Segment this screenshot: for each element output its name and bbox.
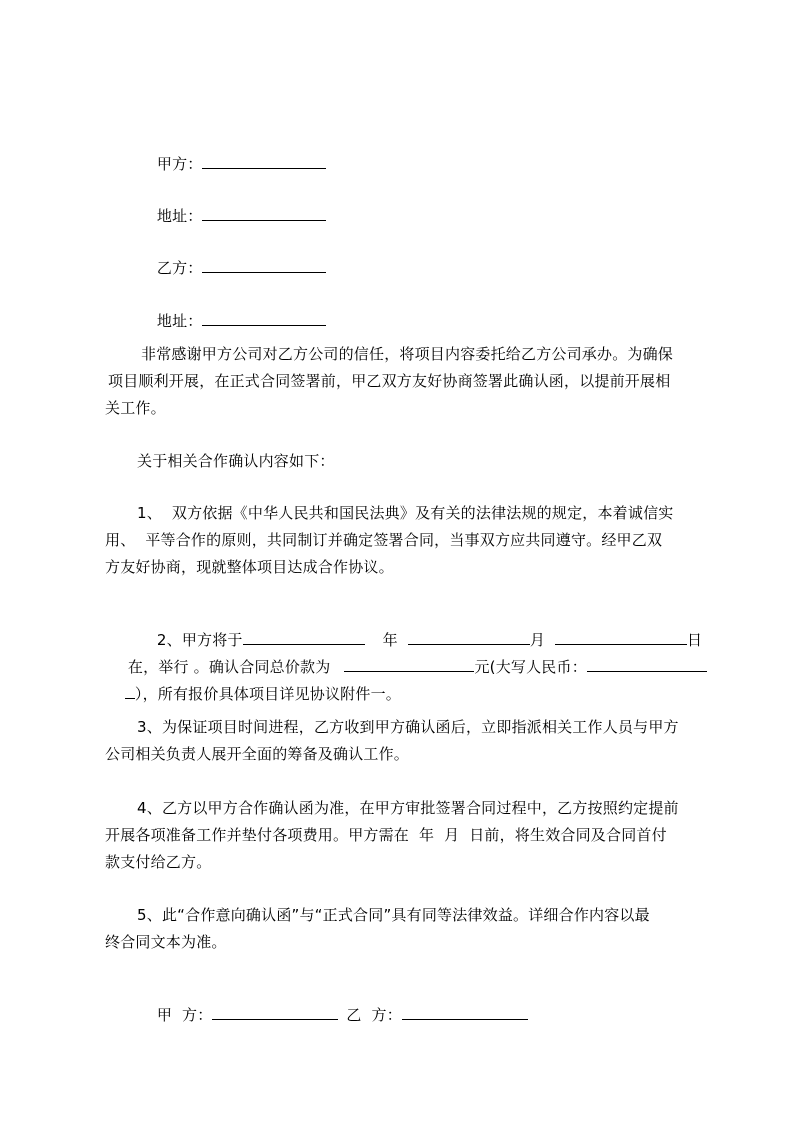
signature-party-b-blank [402, 1005, 528, 1020]
clause1-line-1: 1、 双方依据《中华人民共和国民法典》及有关的法律法规的规定，本着诚信实 [137, 504, 674, 522]
address-b-blank [202, 311, 326, 326]
intro-line-2: 项目顺利开展，在正式合同签署前，甲乙双方友好协商签署此确认函，以提前开展相 [108, 372, 671, 390]
clause2-line3-end: ），所有报价具体项目详见协议附件一。 [134, 685, 401, 703]
address-b-label: 地址： [156, 312, 203, 330]
clause2-blank-6 [125, 684, 135, 699]
signature-row [137, 985, 528, 1045]
clause3-line-1: 3、为保证项目时间进程，乙方收到甲方确认函后，立即指派相关工作人员与甲方 [137, 718, 679, 736]
clause2-month: 月 [529, 631, 546, 649]
clause2-line-3 [105, 664, 401, 724]
party-b-label: 乙方： [156, 259, 203, 277]
party-b-row [137, 238, 326, 298]
lead-text: 关于相关合作确认内容如下： [137, 452, 335, 470]
clause4-line-3: 款支付给乙方。 [105, 853, 212, 871]
signature-party-a-label: 甲 方： [156, 1006, 213, 1024]
address-b-row [137, 291, 326, 351]
signature-party-b-label: 乙 方： [346, 1006, 402, 1024]
intro-line-1: 非常感谢甲方公司对乙方公司的信任，将项目内容委托给乙方公司承办。为确保 [141, 345, 674, 363]
clause1-line-2: 用、 平等合作的原则，共同制订并确定签署合同，当事双方应共同遵守。经甲乙双 [105, 531, 663, 549]
clause3-line-2: 公司相关负责人展开全面的筹备及确认工作。 [105, 745, 410, 763]
signature-party-a-blank [212, 1005, 338, 1020]
intro-line-3: 关工作。 [105, 399, 166, 417]
address-a-blank [202, 206, 326, 221]
clause5-line-1: 5、此“合作意向确认函”与“正式合同”具有同等法律效益。详细合作内容以最 [137, 906, 650, 924]
clause2-day: 日 [687, 631, 703, 649]
clause2-line2-prefix: 在，举行 。确认合同总价款为 [127, 658, 331, 676]
clause2-prefix: 2、甲方将于 [156, 631, 243, 649]
clause2-year: 年 [382, 631, 398, 649]
clause1-line-3: 方友好协商，现就整体项目达成合作协议。 [105, 558, 394, 576]
address-a-label: 地址： [156, 207, 203, 225]
party-a-blank [202, 154, 326, 169]
clause5-line-2: 终合同文本为准。 [105, 933, 227, 951]
party-a-label: 甲方： [156, 155, 203, 173]
clause2-blank-5 [587, 657, 707, 672]
address-a-row [137, 186, 326, 246]
party-a-row [137, 134, 326, 194]
clause4-line-1: 4、乙方以甲方合作确认函为准，在甲方审批签署合同过程中，乙方按照约定提前 [137, 799, 679, 817]
clause2-yuan: 元(大写人民币： [474, 658, 587, 676]
party-b-blank [202, 258, 326, 273]
clause4-line-2: 开展各项准备工作并垫付各项费用。甲方需在 年 月 日前，将生效合同及合同首付 [105, 826, 667, 844]
